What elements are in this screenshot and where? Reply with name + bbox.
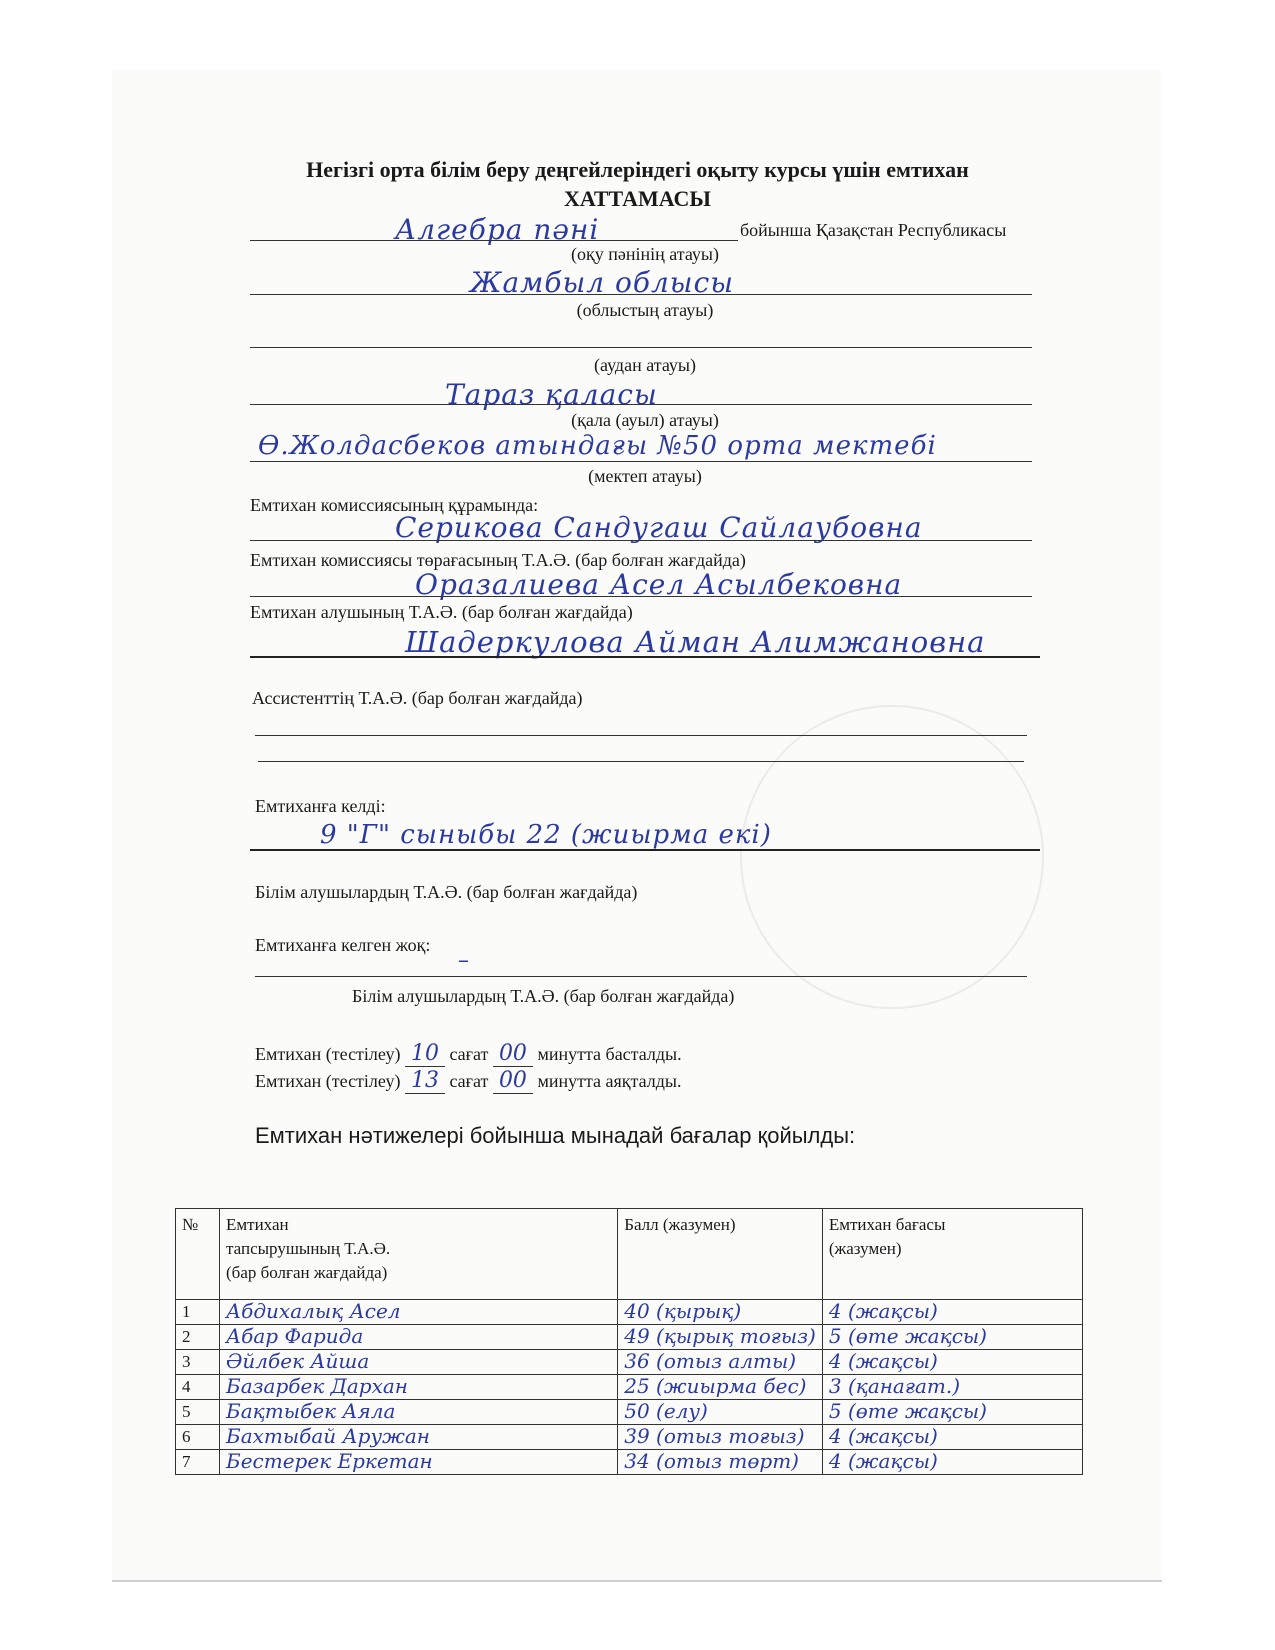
absent-caption: Білім алушылардың Т.А.Ә. (бар болған жағдайда) (352, 986, 735, 1006)
faded-stamp (740, 705, 1044, 1009)
end-hour: 13 (410, 1068, 439, 1093)
subject-line (250, 240, 738, 241)
row-name: Әйлбек Айша (220, 1350, 618, 1375)
row-num: 4 (176, 1375, 220, 1400)
absent-label: Емтиханға келген жоқ: (255, 935, 431, 955)
document-title-line2: ХАТТАМАСЫ (563, 186, 712, 211)
city-caption: (қала (ауыл) атауы) (571, 410, 719, 430)
col-grade-l1: Емтихан бағасы (828, 1215, 946, 1234)
row-grade: 4 (жақсы) (822, 1425, 1082, 1450)
subject-suffix: бойынша Қазақстан Республикасы (740, 220, 1007, 240)
row-num: 5 (176, 1400, 220, 1425)
col-score: Балл (жазумен) (618, 1209, 823, 1300)
end-hour-word: сағат (449, 1071, 489, 1091)
col-grade-l2: (жазумен) (828, 1239, 902, 1258)
table-row (176, 1425, 1083, 1450)
row-name: Бестерек Еркетан (220, 1450, 618, 1475)
absent-handwritten: – (458, 948, 470, 973)
row-grade: 4 (жақсы) (822, 1350, 1082, 1375)
end-min-blank (493, 1068, 533, 1094)
start-time-line (255, 1041, 682, 1067)
district-caption: (аудан атауы) (594, 355, 696, 375)
region-line (250, 294, 1032, 295)
table-row (176, 1350, 1083, 1375)
row-grade: 3 (қанағат.) (822, 1375, 1082, 1400)
school-handwritten: Ө.Жолдасбеков атындағы №50 орта мектебі (258, 431, 937, 461)
assistant-blank-line-2 (258, 761, 1024, 762)
table-row (176, 1300, 1083, 1325)
row-num: 7 (176, 1450, 220, 1475)
row-num: 6 (176, 1425, 220, 1450)
row-grade: 5 (өте жақсы) (822, 1325, 1082, 1350)
chair-line (250, 540, 1032, 541)
assistant-handwritten: Шадеркулова Айман Алимжановна (405, 625, 986, 659)
col-name (220, 1209, 618, 1300)
assistant-line (250, 656, 1040, 658)
assistant-label: Ассистенттің Т.А.Ә. (бар болған жағдайда) (252, 688, 583, 708)
start-prefix: Емтихан (тестілеу) (255, 1044, 401, 1064)
row-score: 34 (отыз төрт) (618, 1450, 823, 1475)
examiner-line (250, 596, 1032, 597)
end-min: 00 (498, 1068, 527, 1093)
city-handwritten: Тараз қаласы (445, 378, 658, 411)
col-grade (822, 1209, 1082, 1300)
came-caption: Білім алушылардың Т.А.Ә. (бар болған жағдайда) (255, 882, 638, 902)
document-title-line1: Негізгі орта білім беру деңгейлеріндегі оқыту курсы үшін емтихан (306, 157, 969, 182)
table-row (176, 1325, 1083, 1350)
row-num: 1 (176, 1300, 220, 1325)
table-row (176, 1450, 1083, 1475)
region-handwritten: Жамбыл облысы (470, 266, 735, 299)
row-num: 3 (176, 1350, 220, 1375)
absent-line (255, 976, 1027, 977)
row-name: Бахтыбай Аружан (220, 1425, 618, 1450)
row-score: 25 (жиырма бес) (618, 1375, 823, 1400)
row-score: 36 (отыз алты) (618, 1350, 823, 1375)
district-line (250, 347, 1032, 348)
examiner-label: Емтихан алушының Т.А.Ә. (бар болған жағдайда) (250, 602, 633, 622)
row-score: 39 (отыз тоғыз) (618, 1425, 823, 1450)
end-suffix: минутта аяқталды. (537, 1071, 682, 1091)
results-heading: Емтихан нәтижелері бойынша мынадай бағалар қойылды: (255, 1123, 856, 1148)
end-time-line (255, 1068, 682, 1094)
assistant-blank-line-1 (255, 735, 1027, 736)
row-score: 49 (қырық тоғыз) (618, 1325, 823, 1350)
row-name: Базарбек Дархан (220, 1375, 618, 1400)
table-row (176, 1375, 1083, 1400)
results-table (175, 1208, 1083, 1475)
start-min-blank (493, 1041, 533, 1067)
region-caption: (облыстың атауы) (576, 300, 714, 320)
row-name: Абар Фарида (220, 1325, 618, 1350)
row-grade: 4 (жақсы) (822, 1300, 1082, 1325)
row-score: 50 (елу) (618, 1400, 823, 1425)
start-hour: 10 (410, 1041, 439, 1066)
row-grade: 5 (өте жақсы) (822, 1400, 1082, 1425)
came-label: Емтиханға келді: (255, 796, 386, 816)
row-name: Абдихалық Асел (220, 1300, 618, 1325)
col-name-l1: Емтихан (226, 1215, 289, 1234)
row-grade: 4 (жақсы) (822, 1450, 1082, 1475)
start-suffix: минутта басталды. (537, 1044, 682, 1064)
results-header-row (176, 1209, 1083, 1300)
subject-handwritten: Алгебра пәні (395, 213, 600, 246)
col-name-l2: тапсырушының Т.А.Ә. (226, 1239, 391, 1258)
start-hour-blank (405, 1041, 445, 1067)
came-line (250, 849, 1040, 851)
chair-label: Емтихан комиссиясы төрағасының Т.А.Ә. (бар болған жағдайда) (250, 550, 746, 570)
end-hour-blank (405, 1068, 445, 1094)
row-num: 2 (176, 1325, 220, 1350)
examiner-handwritten: Оразалиева Асел Асылбековна (415, 568, 903, 601)
end-prefix: Емтихан (тестілеу) (255, 1071, 401, 1091)
start-hour-word: сағат (449, 1044, 489, 1064)
col-num: № (176, 1209, 220, 1300)
subject-caption: (оқу пәнінің атауы) (570, 244, 720, 264)
col-name-l3: (бар болған жағдайда) (226, 1263, 388, 1282)
commission-label: Емтихан комиссиясының құрамында: (250, 495, 539, 515)
chair-handwritten: Серикова Сандугаш Сайлаубовна (395, 511, 923, 544)
table-row (176, 1400, 1083, 1425)
start-min: 00 (498, 1041, 527, 1066)
school-line (250, 461, 1032, 462)
school-caption: (мектеп атауы) (588, 466, 702, 486)
row-name: Бақтыбек Аяла (220, 1400, 618, 1425)
came-handwritten: 9 "Г" сыныбы 22 (жиырма екі) (320, 820, 772, 850)
row-score: 40 (қырық) (618, 1300, 823, 1325)
city-line (250, 404, 1032, 405)
